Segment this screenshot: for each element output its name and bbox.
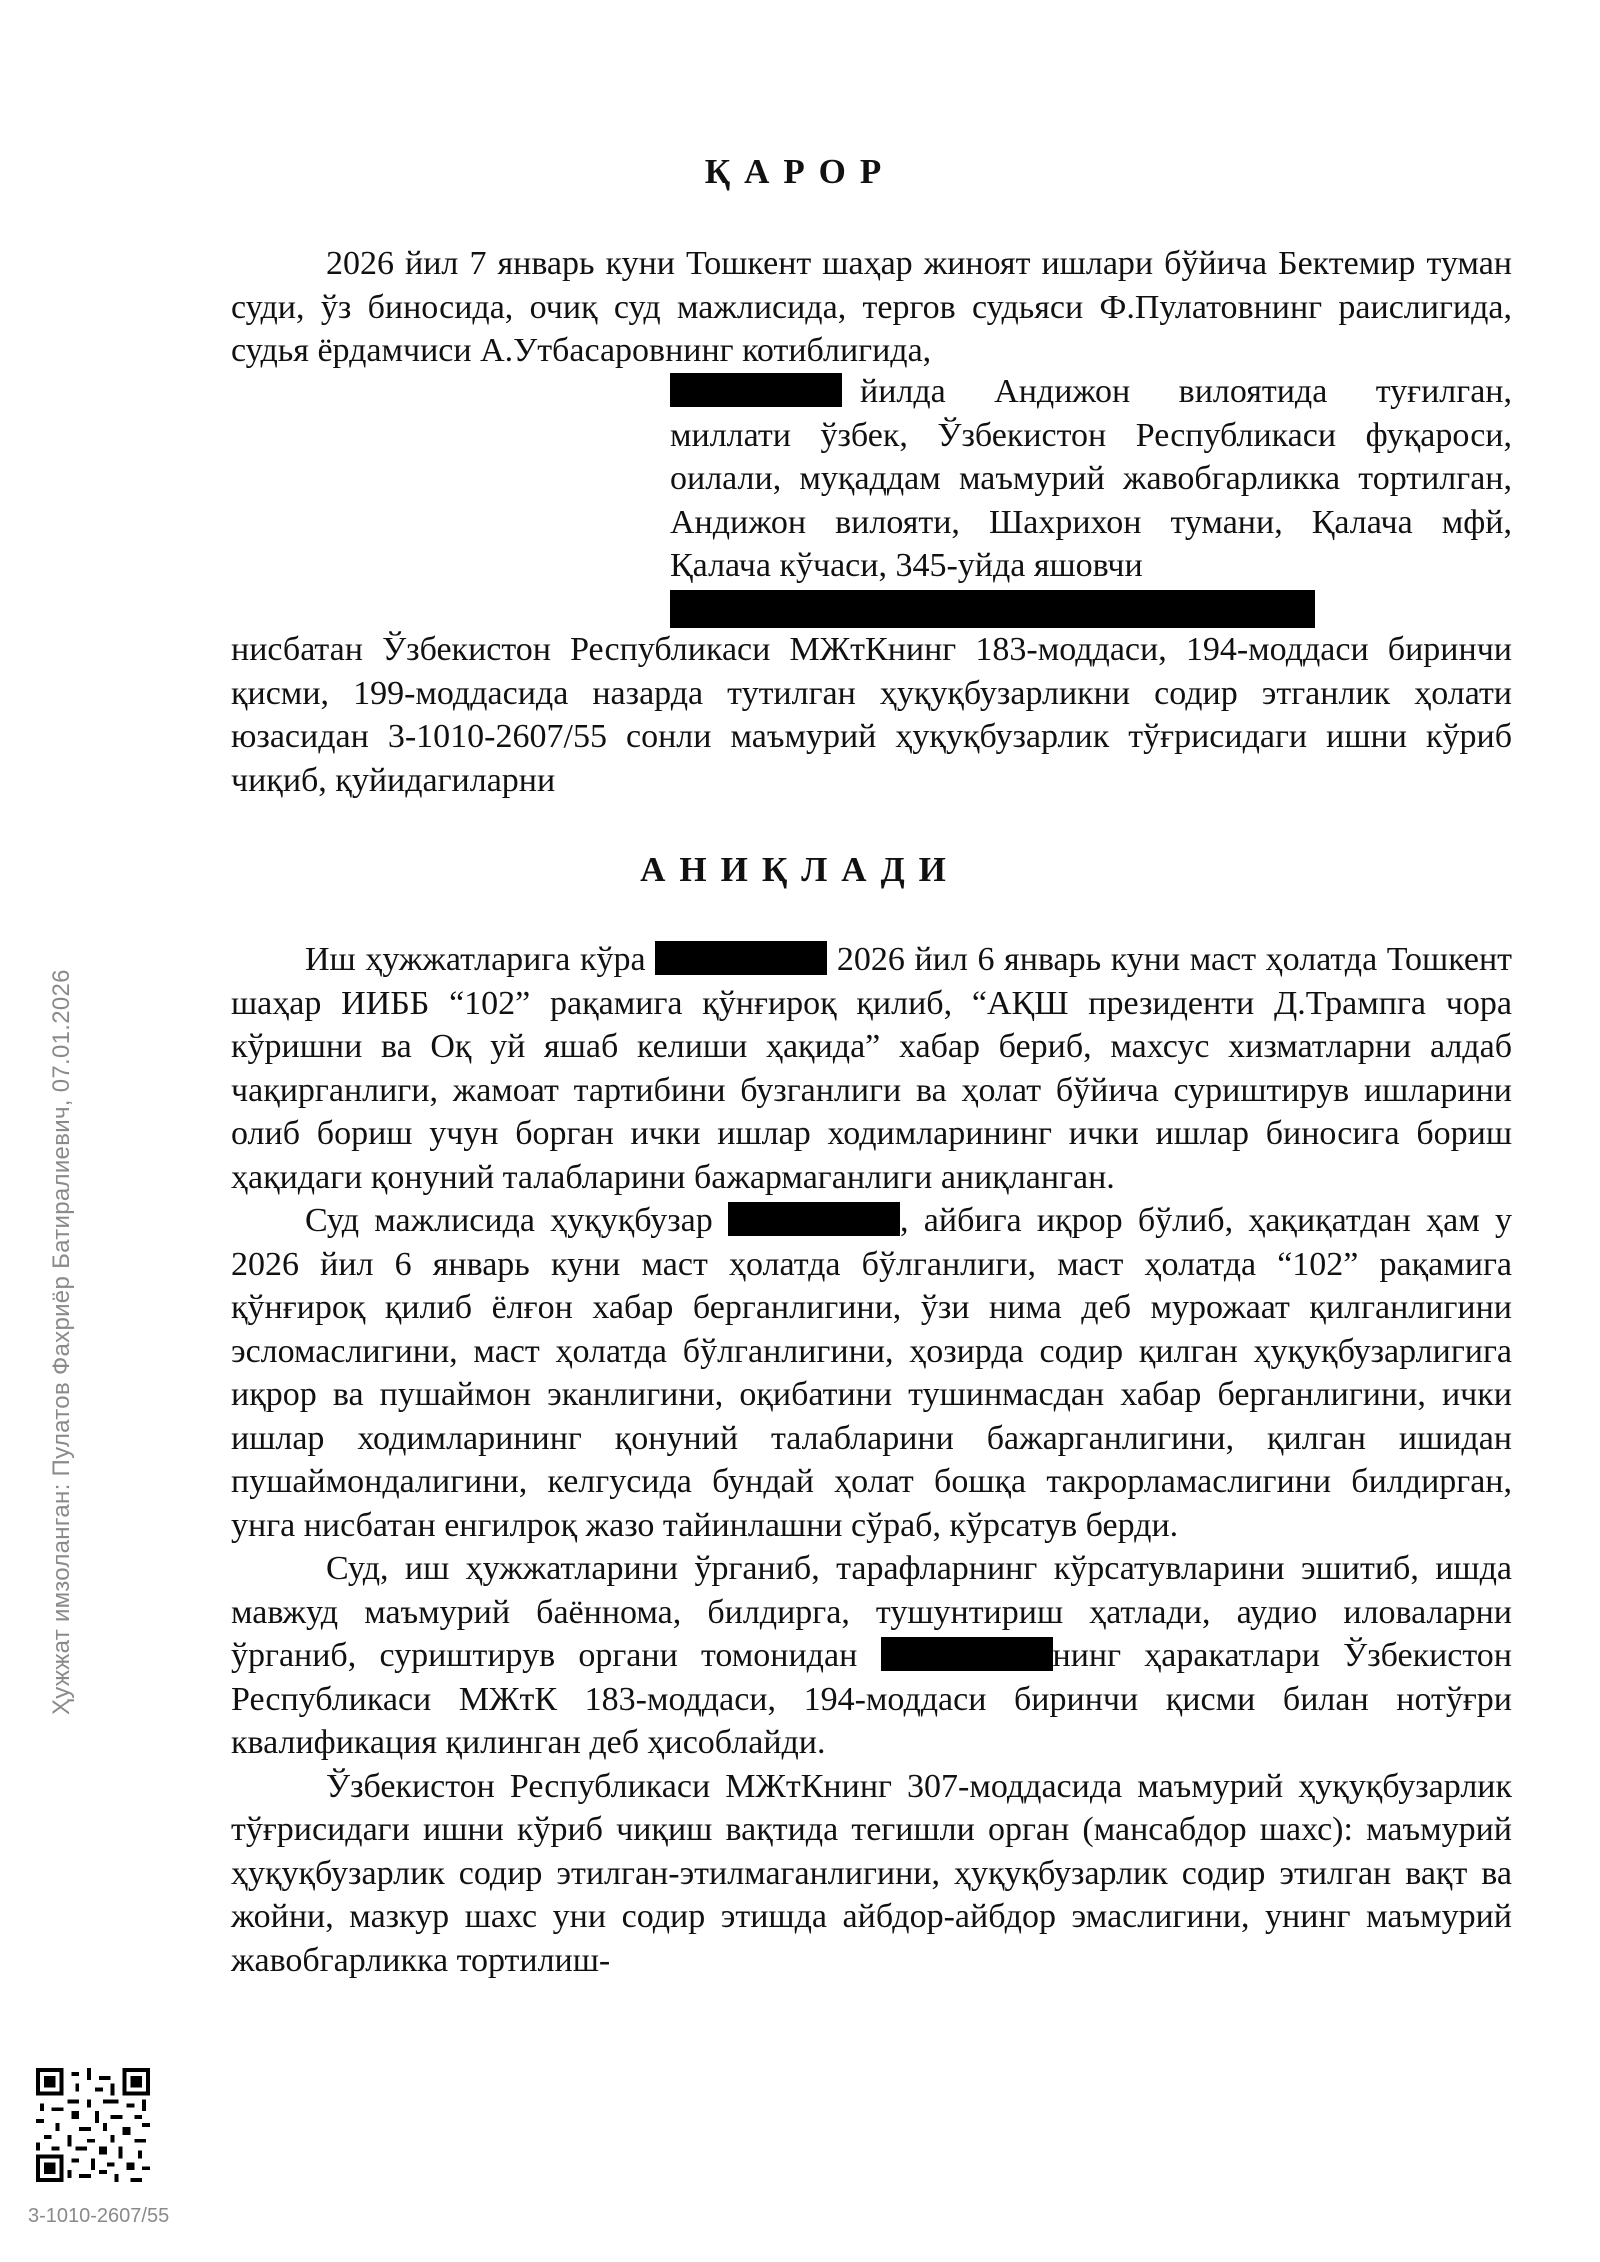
redacted-birth-year bbox=[670, 373, 842, 407]
findings-body bbox=[231, 938, 1512, 1982]
paragraph-1 bbox=[231, 938, 1512, 1199]
case-number: 3-1010-2607/55 bbox=[28, 2205, 170, 2227]
paragraph-4: Ўзбекистон Республикаси МЖтКнинг 307-моддасида маъмурий ҳуқуқбузарлик тўғрисидаги ишни кўриб чиқиш вақтида тегишли орган (мансабдор шахс): маъмурий ҳуқуқбузарлик содир этилган-этилмаганлигини, ҳуқуқбузарлик содир этилган вақт ва жойни, мазкур шахс уни содир этишда айбдор-айбдор эмаслигини, унинг маъмурий жавобгарликка тортилиш- bbox=[231, 1767, 1512, 1979]
defendant-text: йилда Андижон вилоятида туғилган, миллати ўзбек, Ўзбекистон Республикаси фуқароси, оилали, муқаддам маъмурий жавобгарликка тортилган, Андижон вилояти, Шахрихон тумани, Қалача мфй, Қалача кўчаси, 345-уйда яшовчи bbox=[670, 373, 1512, 584]
violation-paragraph: нисбатан Ўзбекистон Республикаси МЖтКнинг 183-моддаси, 194-моддаси биринчи қисми, 199-моддасида назарда тутилган ҳуқуқбузарликни содир этганлик ҳолати юзасидан 3-1010-2607/55 сонли маъмурий ҳуқуқбузарлик тўғрисидаги ишни кўриб чиқиб, қуйидагиларни bbox=[231, 631, 1512, 799]
p3-before: Суд, иш ҳужжатларини ўрганиб, тарафларнинг кўрсатувларини эшитиб, ишда мавжуд маъмурий баённома, билдирга, тушунтириш ҳатлади, аудио иловаларни ўрганиб, суриштирув органи томонидан bbox=[231, 1550, 1512, 1674]
redacted-name-1 bbox=[655, 941, 827, 975]
p3-after: нинг ҳаракатлари Ўзбекистон Республикаси МЖтК 183-моддаси, 194-моддаси биринчи қисми билан нотўғри квалификация қилинган деб ҳисоблайди. bbox=[231, 1637, 1512, 1761]
redacted-name-block bbox=[670, 590, 1315, 628]
p1-after: 2026 йил 6 январь куни маст ҳолатда Тошкент шаҳар ИИББ “102” рақамига қўнғироқ қилиб, “АҚШ президенти Д.Трампга чора кўришни ва Оқ уй яшаб келиши ҳақида” хабар бериб, махсус хизматларни алдаб чақирганлиги, жамоат тартибини бузганлиги ва ҳолат бўйича суриштирув ишларини олиб бориш учун борган ички ишлар ходимларининг ички ишлар биносига бориш ҳақидаги қонуний талабларини бажармаганлиги аниқланган. bbox=[231, 941, 1513, 1196]
document-title: ҚАРОР bbox=[704, 152, 896, 191]
defendant-paragraph bbox=[670, 370, 1512, 588]
redacted-name-3 bbox=[881, 1637, 1053, 1671]
section-heading: АНИҚЛАДИ bbox=[640, 850, 960, 889]
qr-code-icon bbox=[36, 2068, 150, 2182]
p1-before: Иш ҳужжатларига кўра bbox=[305, 941, 646, 978]
paragraph-3 bbox=[231, 1547, 1512, 1765]
intro-paragraph: 2026 йил 7 январь куни Тошкент шаҳар жиноят ишлари бўйича Бектемир туман суди, ўз биносида, очиқ суд мажлисида, тергов судьяси Ф.Пулатовнинг раислигида, судья ёрдамчиси А.Утбасаровнинг котиблигида, bbox=[231, 245, 1512, 369]
p2-before: Суд мажлисида ҳуқуқбузар bbox=[305, 1202, 713, 1239]
paragraph-2 bbox=[231, 1199, 1512, 1547]
p2-after: , айбига иқрор бўлиб, ҳақиқатдан ҳам у 2026 йил 6 январь куни маст ҳолатда бўлганлиги, маст ҳолатда “102” рақамига қўнғироқ қилиб ёлғон хабар берганлигини, ўзи нима деб мурожаат қилганлигини эсломаслигини, маст ҳолатда бўлганлигини, ҳозирда содир қилган ҳуқуқбузарлигига иқрор ва пушаймон эканлигини, оқибатини тушинмасдан хабар берганлигини, ички ишлар ходимларининг қонуний талабларини бажарганлигини, қилган ишидан пушаймондалигини, келгусида бундай ҳолат бошқа такрорламаслигини билдирган, унга нисбатан енгилроқ жазо тайинлашни сўраб, кўрсатув берди. bbox=[231, 1202, 1512, 1544]
redacted-name-2 bbox=[728, 1202, 900, 1236]
signature-stamp: Ҳужжат имзоланган: Пулатов Фахриёр Батиралиевич, 07.01.2026 bbox=[48, 969, 75, 1715]
